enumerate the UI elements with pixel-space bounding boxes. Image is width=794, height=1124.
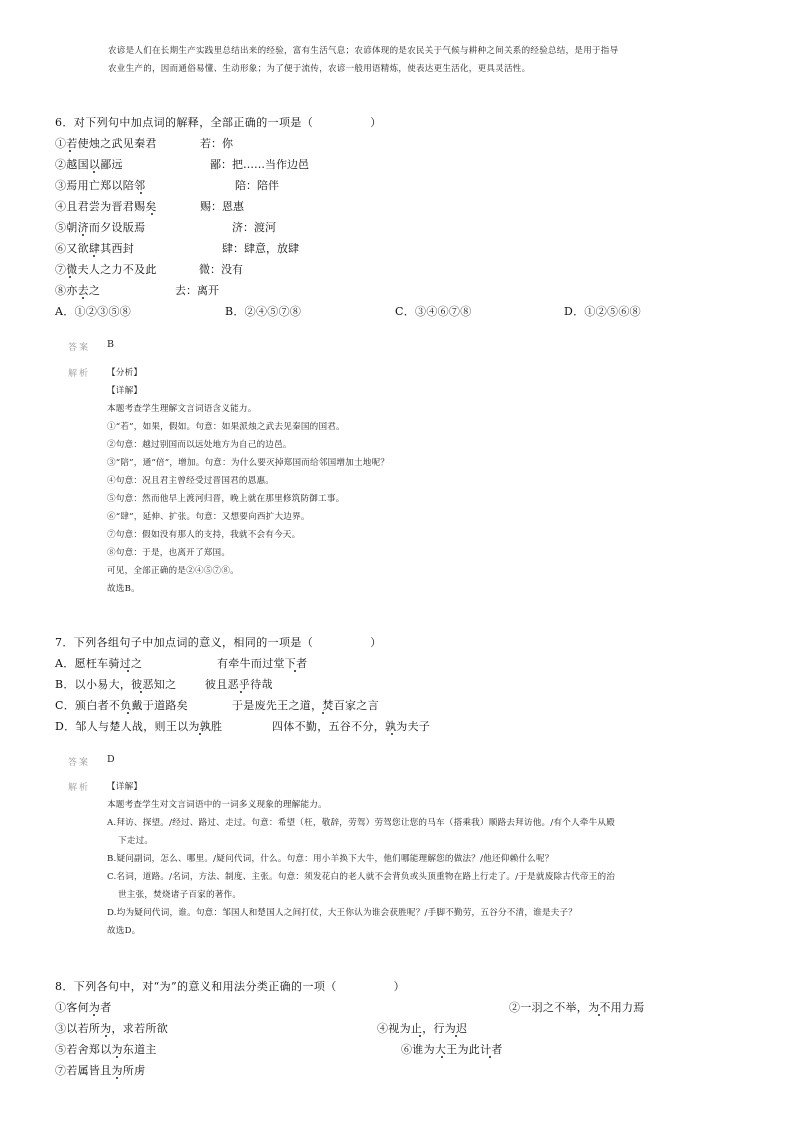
- q7-analysis-line: 世主张，焚烧诸子百家的著作。: [118, 890, 242, 900]
- emphasis-dot: [441, 1056, 443, 1058]
- q6-analysis-line: ④句意：况且君主曾经受过晋国君的恩惠。: [107, 476, 275, 486]
- question-7-stem: 7．下列各组句子中加点词的意义，相同的一项是（ ）: [55, 636, 382, 649]
- q6-gloss-1: 若：你: [200, 137, 233, 150]
- q6-analysis-line: ①“若”，如果，假如。句意：如果派烛之武去见秦国的国君。: [107, 422, 345, 432]
- q6-analysis-line: 可见，全部正确的是②④⑤⑦⑧。: [107, 566, 239, 576]
- emphasis-dot: [294, 670, 296, 672]
- q6-option-c[interactable]: C．③④⑥⑦⑧: [395, 305, 472, 318]
- emphasis-dot: [151, 213, 153, 215]
- emphasis-dot: [93, 255, 95, 257]
- q6-item-4: ④且君尝为晋君赐矣: [55, 200, 157, 213]
- q6-item-7: ⑦微夫人之力不及此: [55, 263, 157, 276]
- q8-item-4: ④视为止，行为迟: [377, 1022, 468, 1035]
- q6-gloss-2: 鄙：把……当作边邑: [210, 158, 309, 171]
- q6-gloss-3: 陪：陪伴: [235, 179, 279, 192]
- question-8-stem: 8．下列各句中，对“为”的意义和用法分类正确的一项（ ）: [55, 980, 406, 993]
- intro-line-1: 农谚是人们在长期生产实践里总结出来的经验，富有生活气息；农谚体现的是农民关于气候与耕种之间关系的经验总结，是用于指导: [108, 46, 619, 56]
- q7-option-b-pair: 彼且恶乎待哉: [205, 678, 273, 691]
- emphasis-dot: [598, 1014, 600, 1016]
- question-6-stem: 6．对下列句中加点词的解释，全部正确的一项是（ ）: [55, 116, 382, 129]
- q6-item-5: ⑤朝济而夕设版焉: [55, 221, 146, 234]
- q7-option-a-pair: 有牵牛而过堂下者: [217, 657, 308, 670]
- q6-gloss-7: 微：没有: [199, 263, 243, 276]
- emphasis-dot: [93, 1014, 95, 1016]
- q7-option-d-pair: 四体不勤，五谷不分，孰为夫子: [272, 720, 431, 733]
- q6-analysis-line: 故选B。: [107, 584, 140, 594]
- q6-gloss-5: 济：渡河: [232, 221, 276, 234]
- q7-answer-value: D: [107, 754, 115, 765]
- q7-analysis-line: B.疑问副词，怎么、哪里。/疑问代词，什么。句意：用小羊换下大牛，他们哪能理解您的做法？/他还仰赖什么呢？: [107, 854, 554, 864]
- q7-analysis-line: 下走过。: [118, 836, 154, 846]
- q6-answer-value: B: [107, 339, 114, 350]
- emphasis-dot: [116, 1056, 118, 1058]
- emphasis-dot: [489, 1056, 491, 1058]
- q6-gloss-8: 去：离开: [175, 284, 219, 297]
- q7-answer-label: 答案: [68, 758, 91, 768]
- q8-item-1: ①客何为者: [55, 1001, 112, 1014]
- q7-analysis-line: D.均为疑问代词，谁。句意：邹国人和楚国人之间打仗，大王你认为谁会获胜呢？/手脚不勤劳，五谷分不清，谁是夫子？: [107, 908, 578, 918]
- emphasis-dot: [240, 691, 242, 693]
- q7-analysis-line: A.拜访、探望。/经过、路过、走过。句意：希望（枉，敬辞，劳驾）劳驾您让您的马车（搭乘我）顺路去拜访他。/有个人牵牛从殿: [107, 818, 615, 828]
- q6-analysis-line: ⑧句意：于是，也离开了郑国。: [107, 548, 231, 558]
- q6-analysis-line: ⑤句意：然而他早上渡河归晋，晚上就在那里修筑防御工事。: [107, 494, 345, 504]
- emphasis-dot: [199, 733, 201, 735]
- q8-item-2: ②一羽之不举，为不用力焉: [509, 1001, 645, 1014]
- emphasis-dot: [82, 234, 84, 236]
- q6-analysis-line: ②句意：越过别国而以远处地方为自己的边邑。: [107, 440, 292, 450]
- emphasis-dot: [322, 712, 324, 714]
- q6-analysis-line: ③“陪”，通“倍”，增加。句意：为什么要灭掉郑国而给邻国增加土地呢？: [107, 458, 390, 468]
- q7-option-b[interactable]: B．以小易大，彼恶知之: [55, 678, 177, 691]
- q6-gloss-6: 肆：肆意，放肆: [222, 242, 299, 255]
- emphasis-dot: [69, 276, 71, 278]
- emphasis-dot: [93, 171, 95, 173]
- q6-item-8: ⑧亦去之: [55, 284, 101, 297]
- q6-item-6: ⑥又欲肆其西封: [55, 242, 135, 255]
- q8-item-6: ⑥谁为大王为此计者: [401, 1043, 503, 1056]
- q6-analysis-line: 【分析】: [107, 368, 143, 378]
- q6-option-a[interactable]: A．①②③⑤⑧: [55, 305, 132, 318]
- q7-analysis-label: 解析: [68, 783, 91, 793]
- q8-item-5: ⑤若舍郑以为东道主: [55, 1043, 157, 1056]
- q7-analysis-line: 故选D。: [107, 926, 141, 936]
- q6-option-d[interactable]: D．①②⑤⑥⑧: [564, 305, 641, 318]
- emphasis-dot: [116, 1077, 118, 1079]
- q6-option-b[interactable]: B．②④⑤⑦⑧: [225, 305, 302, 318]
- emphasis-dot: [140, 691, 142, 693]
- q7-option-d[interactable]: D．邹人与楚人战，则王以为孰胜: [55, 720, 223, 733]
- emphasis-dot: [140, 192, 142, 194]
- q6-analysis-line: ⑥“肆”，延伸、扩张。句意：又想要向西扩大边界。: [107, 512, 310, 522]
- emphasis-dot: [105, 1035, 107, 1037]
- q6-analysis-label: 解析: [68, 369, 91, 379]
- q7-analysis-line: C.名词，道路。/名词，方法、制度、主张。句意：须发花白的老人就不会背负或头顶重物在路上行走了。/于是就废除古代帝王的治: [107, 872, 616, 882]
- q7-analysis-line: 【详解】: [107, 782, 143, 792]
- q6-item-2: ②越国以鄙远: [55, 158, 123, 171]
- q7-option-a[interactable]: A．愿枉车骑过之: [55, 657, 143, 670]
- q8-item-7: ⑦若属皆且为所虏: [55, 1064, 146, 1077]
- emphasis-dot: [391, 733, 393, 735]
- emphasis-dot: [419, 1035, 421, 1037]
- emphasis-dot: [127, 712, 129, 714]
- q6-item-3: ③焉用亡郑以陪邻: [55, 179, 146, 192]
- q6-item-1: ①若使烛之武见秦君: [55, 137, 157, 150]
- q7-option-c-pair: 于是废先王之道，焚百家之言: [232, 699, 379, 712]
- q6-answer-label: 答案: [68, 343, 91, 353]
- intro-line-2: 农业生产的，因而通俗易懂、生动形象；为了便于流传，农谚一般用语精炼，使表达更生活化，更具灵活性。: [108, 64, 531, 74]
- emphasis-dot: [455, 1035, 457, 1037]
- q7-option-c[interactable]: C．颁白者不负戴于道路矣: [55, 699, 189, 712]
- q7-analysis-line: 本题考查学生对文言词语中的一词多义现象的理解能力。: [107, 800, 327, 810]
- q6-analysis-line: 【详解】: [107, 386, 143, 396]
- emphasis-dot: [82, 297, 84, 299]
- emphasis-dot: [127, 670, 129, 672]
- q6-analysis-line: 本题考查学生理解文言词语含义能力。: [107, 404, 257, 414]
- emphasis-dot: [69, 150, 71, 152]
- q6-gloss-4: 赐：恩惠: [200, 200, 244, 213]
- q8-item-3: ③以若所为，求若所欲: [55, 1022, 168, 1035]
- q6-analysis-line: ⑦句意：假如没有那人的支持，我就不会有今天。: [107, 530, 301, 540]
